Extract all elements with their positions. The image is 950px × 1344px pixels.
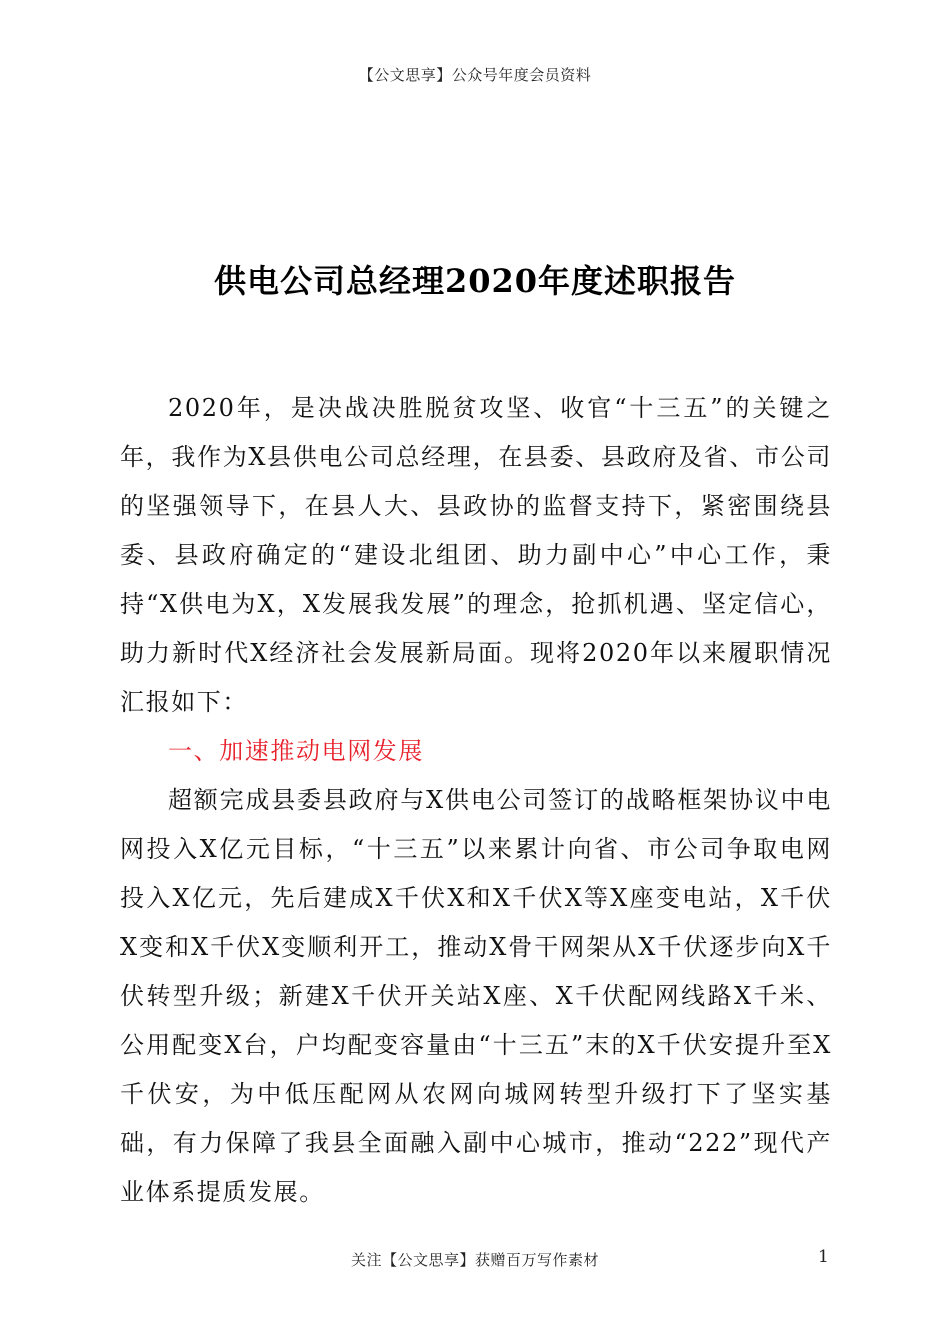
page-number: 1 <box>818 1247 829 1267</box>
section-paragraph-1: 超额完成县委县政府与X供电公司签订的战略框架协议中电网投入X亿元目标，“十三五”以来累计向省、市公司争取电网投入X亿元，先后建成X千伏X和X千伏X等X座变电站，X千伏X变和X千伏X变顺利开工，推动X骨干网架从X千伏逐步向X千伏转型升级；新建X千伏开关站X座、X千伏配网线路X千米、公用配变X台，户均配变容量由“十三五”末的X千伏安提升至X千伏安，为中低压配网从农网向城网转型升级打下了坚实基础，有力保障了我县全面融入副中心城市，推动“222”现代产业体系提质发展。 <box>120 786 832 1206</box>
document-body <box>120 384 832 1217</box>
page-header: 【公文思享】公众号年度会员资料 <box>358 66 592 84</box>
page-footer: 关注【公文思享】获赠百万写作素材 <box>350 1251 599 1269</box>
section-heading-1: 一、加速推动电网发展 <box>168 737 424 765</box>
intro-paragraph: 2020年，是决战决胜脱贫攻坚、收官“十三五”的关键之年，我作为X县供电公司总经理，在县委、县政府及省、市公司的坚强领导下，在县人大、县政协的监督支持下，紧密围绕县委、县政府确定的“建设北组团、助力副中心”中心工作，秉持“X供电为X，X发展我发展”的理念，抢抓机遇、坚定信心，助力新时代X经济社会发展新局面。现将2020年以来履职情况汇报如下： <box>120 394 832 716</box>
document-title: 供电公司总经理2020年度述职报告 <box>213 262 737 300</box>
